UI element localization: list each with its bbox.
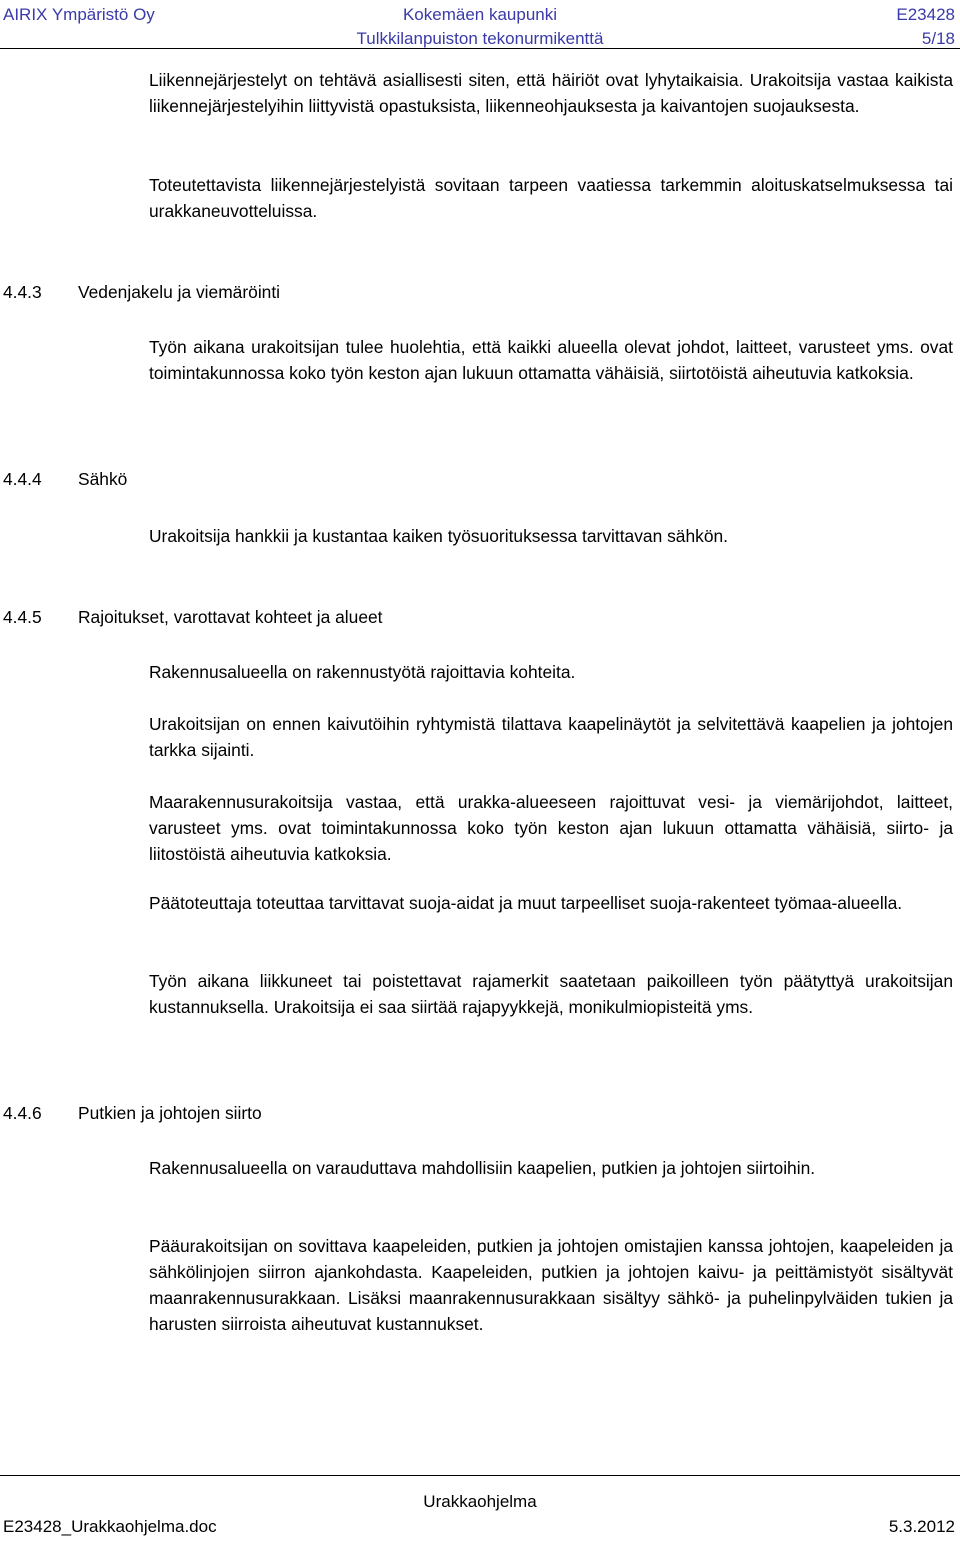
footer-title: Urakkaohjelma [423, 1492, 537, 1511]
paragraph-safety-fences: Päätoteuttaja toteuttaa tarvittavat suoja-aidat ja muut tarpeelliset suoja-rakenteet työmaa-alueella. [149, 893, 903, 913]
page-header [0, 0, 960, 49]
paragraph-traffic-arrangements: Liikennejärjestelyt on tehtävä asiallisesti siten, että häiriöt ovat lyhytaikaisia. Urakoitsija vastaa kaikista liikennejärjestelyihin liittyvistä opastuksista, liikenneohjauksesta ja kaivantojen suojauksesta. [149, 70, 953, 116]
section-title: Sähkö [78, 469, 128, 489]
paragraph-earthwork-contractor: Maarakennusurakoitsija vastaa, että urakka-alueeseen rajoittuvat vesi- ja viemärijohdot, laitteet, varusteet yms. ovat toimintakunnossa koko työn keston ajan lukuun ottamatta vähäisiä, siirto- ja liitostöistä aiheutuvia katkoksia. [149, 792, 953, 864]
paragraph-relocation-coordination: Pääurakoitsijan on sovittava kaapeleiden, putkien ja johtojen omistajien kanssa johtojen, kaapeleiden ja sähkölinjojen siirron ajankohdasta. Kaapeleiden, putkien ja johtojen kaivu- ja peittämistyöt sisältyvät maanrakennusurakkaan. Lisäksi maanrakennusurakkaan sisältyy sähkö- ja puhelinpylväiden tukien ja harusten siirroista aiheutuvat kustannukset. [149, 1236, 953, 1334]
section-heading-4-4-4 [3, 466, 127, 492]
paragraph-restricting-objects: Rakennusalueella on rakennustyötä rajoittavia kohteita. [149, 662, 576, 682]
header-right [896, 3, 955, 51]
section-heading-4-4-6 [3, 1100, 262, 1126]
section-number: 4.4.3 [3, 282, 42, 302]
section-number: 4.4.6 [3, 1103, 42, 1123]
section-number: 4.4.5 [3, 607, 42, 627]
paragraph-relocation-prep: Rakennusalueella on varauduttava mahdollisiin kaapelien, putkien ja johtojen siirtoihin. [149, 1158, 816, 1178]
header-client: Kokemäen kaupunki [402, 5, 558, 24]
section-title: Putkien ja johtojen siirto [78, 1103, 262, 1123]
header-page-number: 5/18 [921, 29, 955, 48]
paragraph-electricity: Urakoitsija hankkii ja kustantaa kaiken työsuorituksessa tarvittavan sähkön. [149, 526, 729, 546]
paragraph-boundary-markers: Työn aikana liikkuneet tai poistettavat rajamerkit saatetaan paikoilleen työn päätyttyä urakoitsijan kustannuksella. Urakoitsija ei saa siirtää rajapyykkejä, monikulmiopisteitä yms. [149, 971, 953, 1017]
paragraph-water-supply: Työn aikana urakoitsijan tulee huolehtia, että kaikki alueella olevat johdot, laitteet, varusteet yms. ovat toimintakunnossa koko työn keston ajan lukuun ottamatta vähäisiä, siirtotöistä aiheutuvia katkoksia. [149, 337, 953, 383]
header-project: Tulkkilanpuiston tekonurmikenttä [356, 29, 604, 48]
section-number: 4.4.4 [3, 469, 42, 489]
paragraph-traffic-review: Toteutettavista liikennejärjestelyistä sovitaan tarpeen vaatiessa tarkemmin aloituskatselmuksessa tai urakkaneuvotteluissa. [149, 175, 953, 221]
header-center [300, 3, 660, 51]
footer-filename: E23428_Urakkaohjelma.doc [3, 1517, 217, 1536]
footer-date: 5.3.2012 [888, 1517, 955, 1536]
header-doc-code: E23428 [896, 5, 955, 24]
paragraph-cable-locations: Urakoitsijan on ennen kaivutöihin ryhtymistä tilattava kaapelinäytöt ja selvitettävä kaapelien ja johtojen tarkka sijainti. [149, 714, 953, 760]
section-title: Rajoitukset, varottavat kohteet ja alueet [78, 607, 383, 627]
header-company: AIRIX Ympäristö Oy [3, 5, 155, 24]
footer-divider [0, 1475, 960, 1476]
section-heading-4-4-5 [3, 604, 383, 630]
section-heading-4-4-3 [3, 279, 280, 305]
section-title: Vedenjakelu ja viemäröinti [78, 282, 281, 302]
